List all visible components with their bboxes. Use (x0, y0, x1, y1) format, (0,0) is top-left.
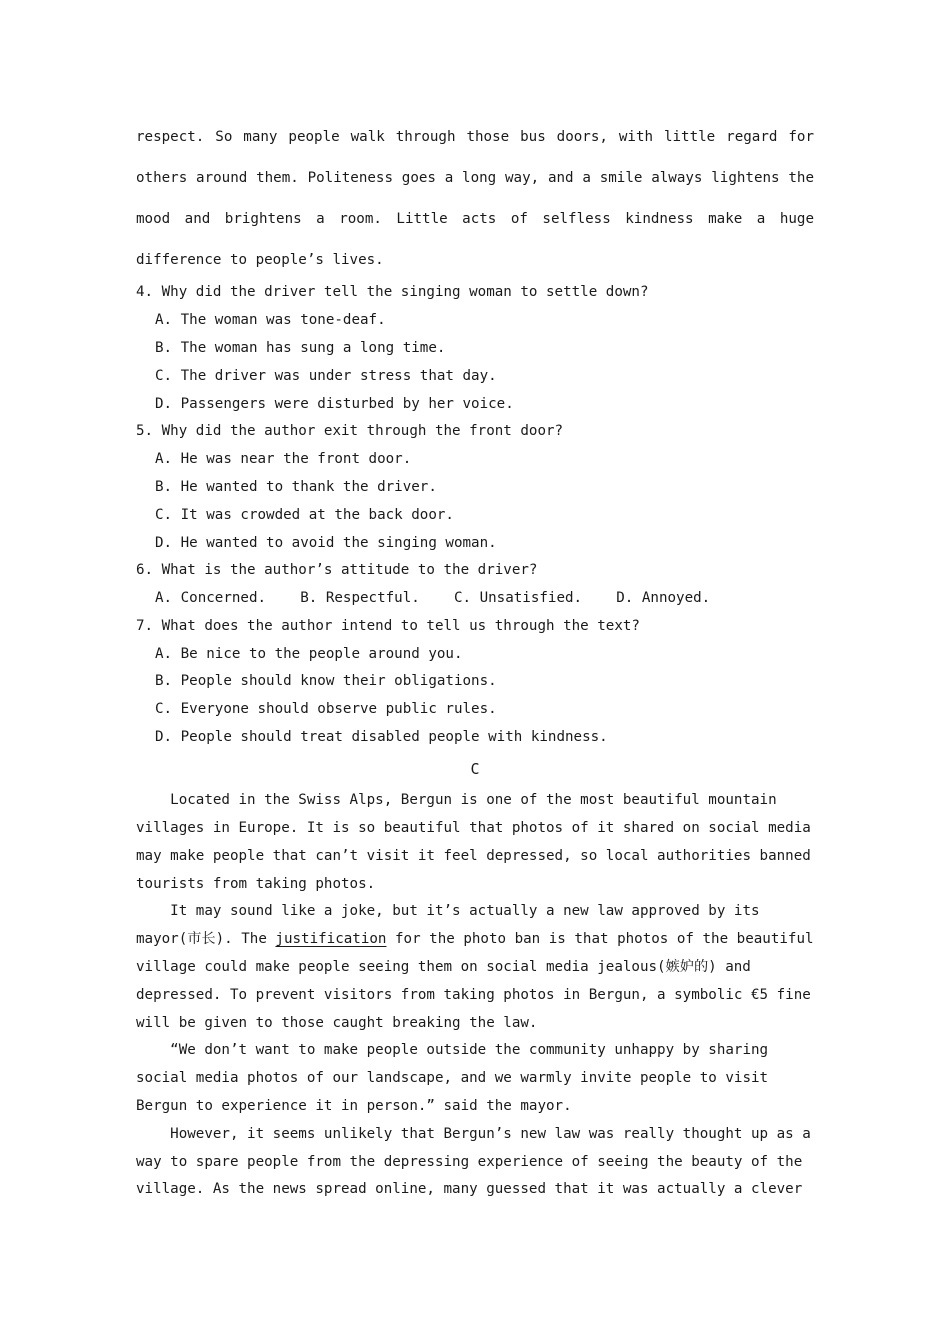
question-4-option-c: C. The driver was under stress that day. (155, 368, 497, 384)
question-7-option-b: B. People should know their obligations. (155, 673, 497, 689)
question-4-option-b: B. The woman has sung a long time. (155, 340, 446, 356)
passage-line: tourists from taking photos. (136, 876, 376, 892)
passage-line: will be given to those caught breaking the law. (136, 1015, 538, 1031)
question-7-stem: 7. What does the author intend to tell us through the text? (136, 618, 640, 634)
passage-line: However, it seems unlikely that Bergun’s new law was really thought up as a (136, 1126, 811, 1142)
question-5-stem: 5. Why did the author exit through the front door? (136, 423, 564, 439)
passage-line: village could make people seeing them on social media jealous(嫉妒的) and (136, 959, 751, 975)
passage-line: way to spare people from the depressing experience of seeing the beauty of the (136, 1154, 803, 1170)
question-7-option-d: D. People should treat disabled people with kindness. (155, 729, 608, 745)
passage-line: villages in Europe. It is so beautiful that photos of it shared on social media (136, 820, 811, 836)
passage-line: Located in the Swiss Alps, Bergun is one of the most beautiful mountain (136, 792, 777, 808)
underlined-word: justification (275, 931, 387, 947)
question-7-option-c: C. Everyone should observe public rules. (155, 701, 497, 717)
question-4-stem: 4. Why did the driver tell the singing woman to settle down? (136, 284, 649, 300)
passage-line: others around them. Politeness goes a long way, and a smile always lightens the (136, 170, 814, 186)
mayor-text-before: mayor(市长). The (136, 931, 276, 947)
mayor-text-after: for the photo ban is that photos of the beautiful (386, 931, 814, 947)
passage-line: social media photos of our landscape, and we warmly invite people to visit (136, 1070, 769, 1086)
passage-line: It may sound like a joke, but it’s actually a new law approved by its (136, 903, 760, 919)
question-5-option-c: C. It was crowded at the back door. (155, 507, 454, 523)
passage-line: village. As the news spread online, many guessed that it was actually a clever (136, 1181, 803, 1197)
passage-line: may make people that can’t visit it feel depressed, so local authorities banned (136, 848, 811, 864)
passage-line: Bergun to experience it in person.” said the mayor. (136, 1098, 572, 1114)
passage-line-mayor (136, 929, 814, 949)
question-5-option-b: B. He wanted to thank the driver. (155, 479, 437, 495)
question-4-option-d: D. Passengers were disturbed by her voice. (155, 396, 514, 412)
question-5-option-a: A. He was near the front door. (155, 451, 412, 467)
passage-line: mood and brightens a room. Little acts of selfless kindness make a huge (136, 211, 814, 227)
question-6-stem: 6. What is the author’s attitude to the driver? (136, 562, 538, 578)
question-4-option-a: A. The woman was tone-deaf. (155, 312, 386, 328)
passage-line: “We don’t want to make people outside the community unhappy by sharing (136, 1042, 769, 1058)
question-7-option-a: A. Be nice to the people around you. (155, 646, 463, 662)
passage-line: respect. So many people walk through those bus doors, with little regard for (136, 129, 814, 145)
passage-line: difference to people’s lives. (136, 252, 384, 268)
section-heading: C (470, 760, 480, 778)
question-6-options: A. Concerned. B. Respectful. C. Unsatisfied. D. Annoyed. (155, 590, 711, 606)
passage-line: depressed. To prevent visitors from taking photos in Bergun, a symbolic €5 fine (136, 987, 811, 1003)
question-5-option-d: D. He wanted to avoid the singing woman. (155, 535, 497, 551)
